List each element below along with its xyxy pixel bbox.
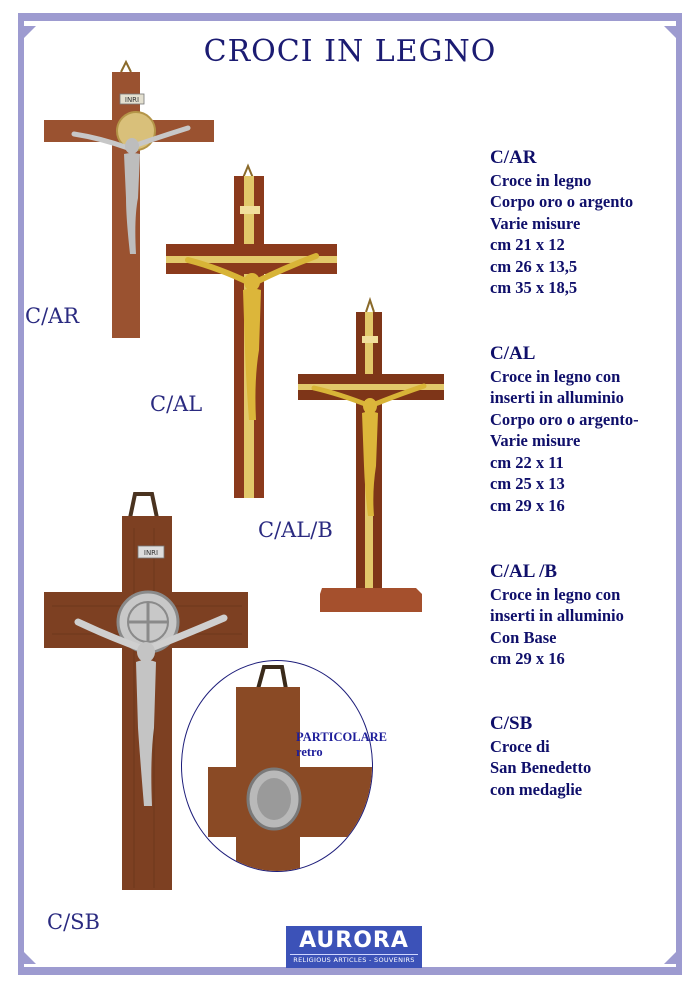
product-line: cm 29 x 16 <box>490 495 565 515</box>
product-line: Croce in legno con <box>490 366 621 386</box>
product-line: Croce in legno con <box>490 584 621 604</box>
product-line: Corpo oro o argento <box>490 192 634 211</box>
detail-back-image <box>182 661 372 871</box>
frame-top <box>18 13 682 21</box>
aurora-logo <box>286 926 422 968</box>
product-desc-calb <box>490 561 624 670</box>
product-line: Con Base <box>490 627 557 647</box>
product-line: cm 21 x 12 <box>490 235 565 254</box>
frame-corner <box>664 952 676 964</box>
product-line: con medaglie <box>490 779 583 799</box>
frame-corner <box>24 952 36 964</box>
product-desc-csb <box>490 713 591 800</box>
inri-plaque-text: INRI <box>124 96 140 104</box>
product-line: cm 35 x 18,5 <box>490 278 578 297</box>
product-line: cm 22 x 11 <box>490 452 564 472</box>
detail-caption <box>296 730 387 760</box>
product-code: C/AR <box>490 147 537 168</box>
product-desc-car <box>490 147 633 299</box>
cross-calb-image <box>296 296 446 616</box>
inri-plaque-text: INRI <box>143 549 159 557</box>
detail-back-view <box>181 660 373 872</box>
product-code: C/AL <box>490 343 536 364</box>
product-line: Varie misure <box>490 431 581 450</box>
product-line: San Benedetto <box>490 758 592 777</box>
detail-caption-line: retro <box>296 745 323 759</box>
label-csb: C/SB <box>47 910 100 934</box>
frame-left <box>18 13 24 975</box>
label-cal: C/AL <box>150 392 203 416</box>
product-line: Varie misure <box>490 213 581 233</box>
frame-bottom <box>18 967 682 975</box>
product-line: cm 25 x 13 <box>490 474 565 493</box>
product-line: Corpo oro o argento- <box>490 409 639 429</box>
detail-caption-line: PARTICOLARE <box>296 730 388 744</box>
product-line: Croce in legno <box>490 170 592 190</box>
product-code: C/AL /B <box>490 561 558 582</box>
product-line: Croce di <box>490 736 550 756</box>
label-car: C/AR <box>25 304 80 328</box>
frame-right <box>676 13 682 975</box>
product-line: inserti in alluminio <box>490 606 624 625</box>
logo-tagline: RELIGIOUS ARTICLES - SOUVENIRS <box>290 954 418 965</box>
logo-brand: AURORA <box>299 928 409 953</box>
product-line: cm 26 x 13,5 <box>490 256 578 276</box>
page-title: CROCI IN LEGNO <box>203 34 497 69</box>
product-desc-cal <box>490 343 639 516</box>
product-line: cm 29 x 16 <box>490 649 565 668</box>
label-calb: C/AL/B <box>258 518 333 542</box>
product-line: inserti in alluminio <box>490 388 624 407</box>
product-code: C/SB <box>490 713 533 734</box>
